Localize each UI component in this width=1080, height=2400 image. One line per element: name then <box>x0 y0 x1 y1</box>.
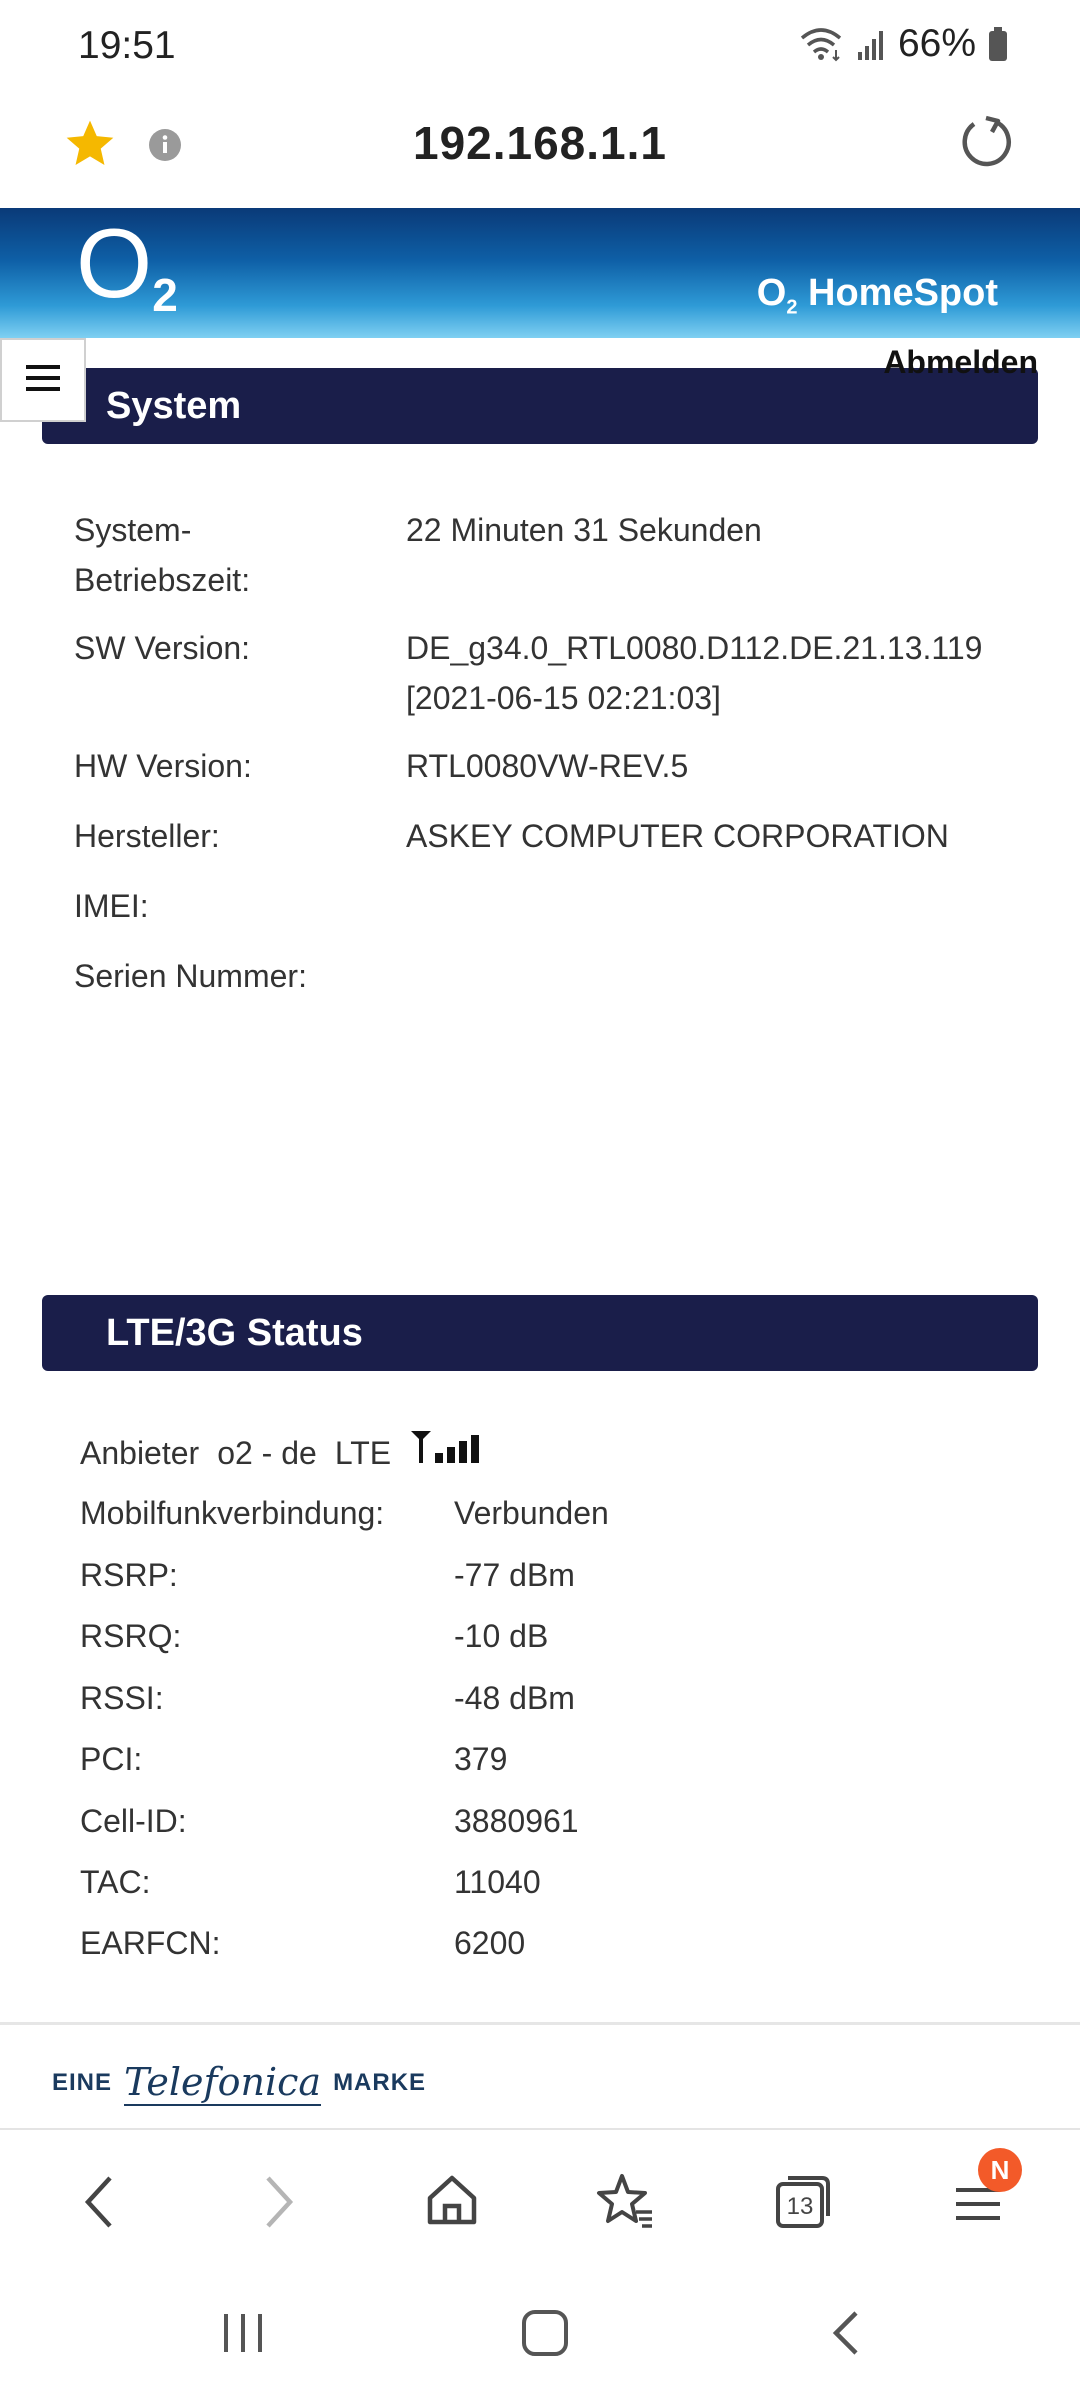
rsrq-value: -10 dB <box>454 1618 549 1654</box>
sw-version-value: DE_g34.0_RTL0080.D112.DE.21.13.119 [2021-06-15 02:21:03] <box>406 630 983 716</box>
rsrp-label: RSRP: <box>80 1557 178 1593</box>
tabs-count: 13 <box>786 2193 814 2220</box>
menu-button[interactable] <box>0 338 86 422</box>
cell-id-value: 3880961 <box>454 1803 579 1839</box>
lte-row-pci <box>80 1734 1030 1784</box>
menu-notification-badge: N <box>978 2148 1022 2192</box>
lte-row-earfcn <box>80 1918 1030 1968</box>
pci-label: PCI: <box>80 1741 143 1777</box>
sw-version-label: SW Version: <box>74 630 251 666</box>
lte-row-tac <box>80 1857 1030 1907</box>
system-section-header: System <box>42 368 1038 444</box>
telefonica-wordmark: Telefonica <box>124 2060 322 2104</box>
status-time: 19:51 <box>78 24 176 67</box>
browser-url-bar <box>0 96 1080 208</box>
lte-row-rsrp <box>80 1550 1030 1600</box>
rsrp-value: -77 dBm <box>454 1557 575 1593</box>
manufacturer-value: ASKEY COMPUTER CORPORATION <box>406 818 949 854</box>
status-icons <box>798 22 1008 66</box>
provider-value: o2 - de <box>217 1435 317 1471</box>
battery-percent: 66% <box>897 22 976 65</box>
uptime-label: System- Betriebszeit: <box>74 512 251 598</box>
status-bar <box>0 0 1080 96</box>
serial-number-label: Serien Nummer: <box>74 958 307 994</box>
recent-apps-icon[interactable] <box>220 2308 266 2363</box>
rsrq-label: RSRQ: <box>80 1618 182 1654</box>
rssi-label: RSSI: <box>80 1680 164 1716</box>
home-icon[interactable] <box>424 2172 480 2233</box>
lte-row-cell-id <box>80 1796 1030 1846</box>
system-row-sw-version <box>74 623 1034 723</box>
lte-section-header: LTE/3G Status <box>42 1295 1038 1371</box>
pci-value: 379 <box>454 1741 508 1777</box>
signal-icon <box>856 28 886 60</box>
tabs-icon[interactable] <box>774 2172 834 2235</box>
cell-id-label: Cell-ID: <box>80 1803 187 1839</box>
o2-logo: $O_2$ <box>76 208 178 321</box>
telefonica-brand-logo <box>52 2060 426 2106</box>
hw-version-value: RTL0080VW-REV.5 <box>406 748 689 784</box>
battery-icon <box>988 27 1008 61</box>
browser-toolbar <box>0 2128 1080 2268</box>
system-row-uptime <box>74 505 1034 605</box>
bookmarks-icon[interactable] <box>596 2172 656 2235</box>
lte-signal-icon <box>409 1427 485 1479</box>
imei-label: IMEI: <box>74 888 149 924</box>
rssi-value: -48 dBm <box>454 1680 575 1716</box>
lte-provider-row <box>80 1427 1030 1477</box>
system-row-serial <box>74 951 1034 1001</box>
manufacturer-label: Hersteller: <box>74 818 220 854</box>
system-navigation-bar <box>0 2268 1080 2400</box>
brand-title: $O_2$ HomeSpot <box>756 272 998 319</box>
system-row-manufacturer <box>74 811 1034 861</box>
system-row-hw-version <box>74 741 1034 791</box>
reload-icon[interactable] <box>956 112 1016 177</box>
logout-link[interactable]: Abmelden <box>883 344 1038 380</box>
home-nav-icon[interactable] <box>520 2308 570 2363</box>
tac-label: TAC: <box>80 1864 151 1900</box>
earfcn-value: 6200 <box>454 1925 526 1961</box>
connection-value: Verbunden <box>454 1495 609 1531</box>
telefonica-marke: MARKE <box>333 2069 427 2096</box>
earfcn-label: EARFCN: <box>80 1925 221 1961</box>
hamburger-icon <box>24 363 62 398</box>
connection-label: Mobilfunkverbindung: <box>80 1495 385 1531</box>
footer-divider <box>0 2022 1080 2025</box>
lte-row-rssi <box>80 1673 1030 1723</box>
telefonica-eine: EINE <box>52 2069 113 2096</box>
hw-version-label: HW Version: <box>74 748 252 784</box>
system-row-imei <box>74 881 1034 931</box>
back-icon[interactable] <box>78 2172 122 2237</box>
tac-value: 11040 <box>454 1864 541 1900</box>
network-type: LTE <box>334 1435 392 1471</box>
back-nav-icon[interactable] <box>826 2308 866 2363</box>
lte-row-rsrq <box>80 1611 1030 1661</box>
forward-icon[interactable] <box>256 2172 300 2237</box>
wifi-icon <box>798 26 844 62</box>
provider-label: Anbieter <box>80 1435 200 1471</box>
o2-header-banner <box>0 208 1080 338</box>
url-text[interactable]: 192.168.1.1 <box>412 117 667 169</box>
lte-row-connection <box>80 1488 1030 1538</box>
uptime-value: 22 Minuten 31 Sekunden <box>406 512 762 548</box>
